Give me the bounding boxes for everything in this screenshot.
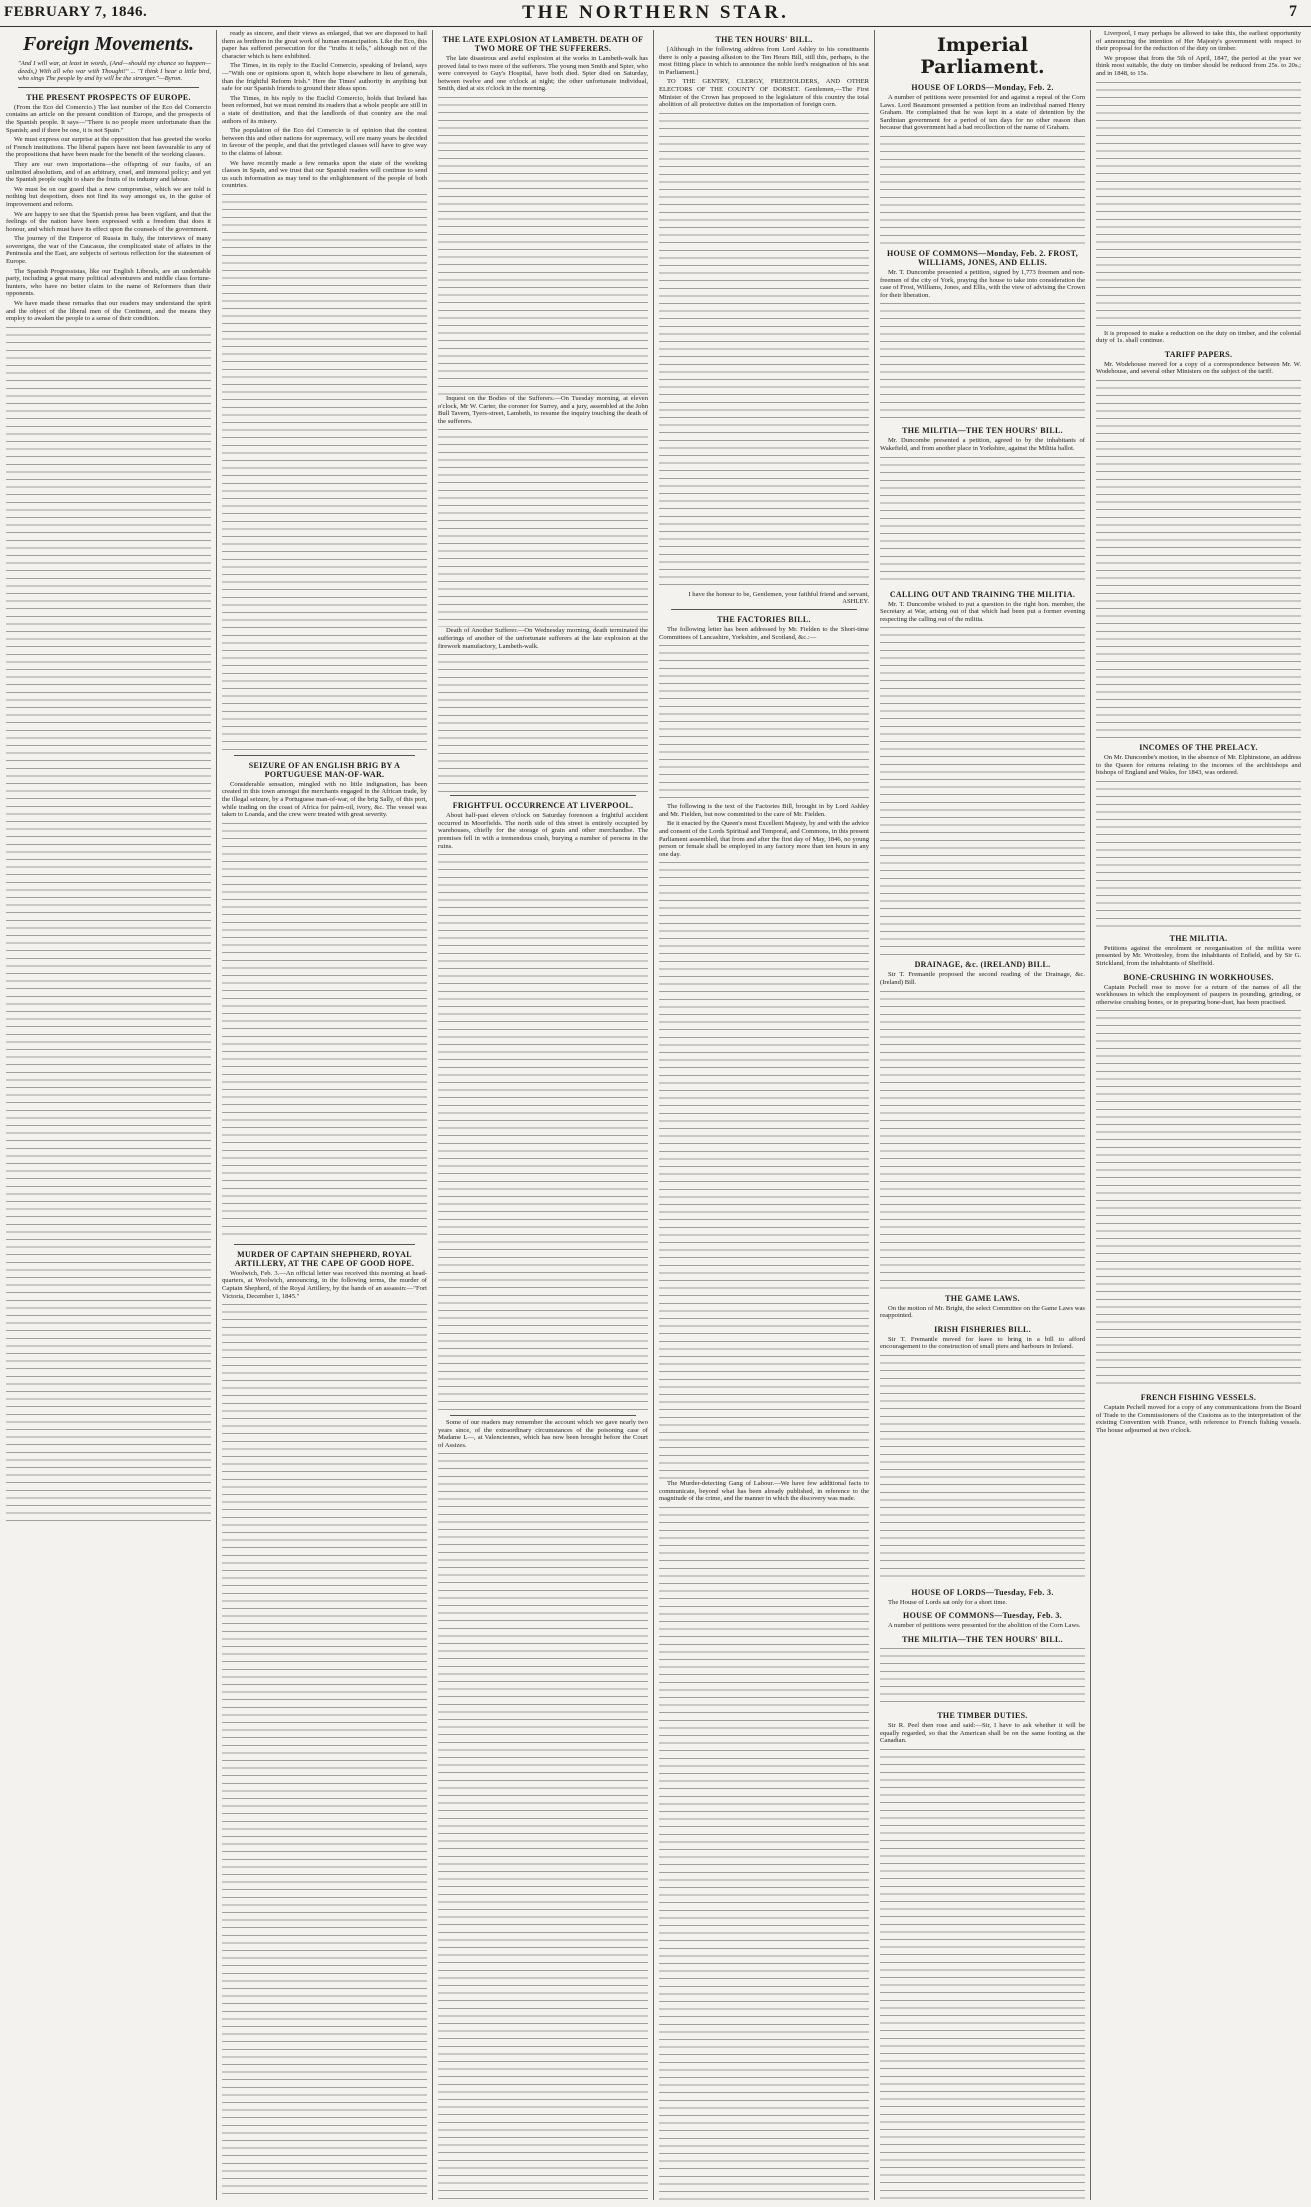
text-lines <box>659 860 869 1480</box>
rule <box>450 795 636 796</box>
text-lines <box>880 455 1085 585</box>
text-lines <box>659 1505 869 2200</box>
paragraph: The journey of the Emperor of Russia in Italy, the interviews of many sovereigns, the war of the Caucasus, the complicated state of affairs in the Peninsula and the East, are subjects of serious reflection for the statesmen of Europe. <box>6 235 211 266</box>
commons-tuesday-heading: HOUSE OF COMMONS—Tuesday, Feb. 3. <box>903 1611 1062 1621</box>
paragraph: The Spanish Progressistas, like our English Liberals, are an undeniable party, including a great many political adventurers and middle class fortune-hunters, who have no better claim to the name of Reformers than their opponents. <box>6 267 211 298</box>
column-rule <box>216 30 217 2200</box>
paragraph: Mr. Duncombe presented a petition, agreed to by the inhabitants of Wakefield, and from another place in Yorkshire, against the Militia ballot. <box>880 437 1085 452</box>
text-lines <box>1096 378 1301 738</box>
text-lines <box>438 95 648 395</box>
issue-date: FEBRUARY 7, 1846. <box>4 4 148 20</box>
column-rule <box>432 30 433 2200</box>
paragraph: The Murder-detecting Gang of Labour.—We have few additional facts to communicate, beyond what has been already published, in reference to the magnitude of the crime, and the manner in which the discovery was made. <box>659 1480 869 1503</box>
paragraph: Be it enacted by the Queen's most Excellent Majesty, by and with the advice and consent of the Lords Spiritual and Temporal, and Commons, in this present Parliament assembled, that from and after the first day of May, 1846, no young person or female shall be employed in any factory more than ten hours in any one day. <box>659 820 869 858</box>
imperial-parliament-title: Imperial Parliament. <box>920 34 1045 78</box>
tariff-heading: TARIFF PAPERS. <box>1164 349 1233 359</box>
commons-heading: HOUSE OF COMMONS—Monday, Feb. 2. FROST, WILLIAMS, JONES, AND ELLIS. <box>886 248 1079 267</box>
lords-tuesday-heading: HOUSE OF LORDS—Tuesday, Feb. 3. <box>911 1587 1054 1597</box>
text-lines <box>880 989 1085 1289</box>
drainage-heading: DRAINAGE, &c. (IRELAND) BILL. <box>914 960 1051 970</box>
text-lines <box>438 652 648 792</box>
text-lines <box>880 1646 1085 1706</box>
text-lines <box>880 625 1085 955</box>
text-lines <box>222 1302 427 2200</box>
paragraph: Petitions against the enrolment or reorganisation of the militia were presented by Mr. Wrottesley, from the inhabitants of Enfield, and by Sir G. Strickland, from the inhabitants of Sheffield. <box>1096 944 1301 967</box>
foreign-movements-title: Foreign Movements. <box>22 33 195 55</box>
paragraph: The population of the Eco del Comercio is of opinion that the contest between this and other nations for supremacy, will ere many years be decided in favour of the people, and that the privileged classes will have to give way to the claims of labour. <box>222 127 427 157</box>
paragraph: The following letter has been addressed by Mr. Fielden to the Short-time Committees of Lancashire, Yorkshire, and Scotland, &c.:— <box>659 625 869 641</box>
column-4 <box>659 30 869 2200</box>
seizure-heading: SEIZURE OF AN ENGLISH BRIG BY A PORTUGUESE MAN-OF-WAR. <box>248 760 401 779</box>
paragraph: Captain Pechell rose to move for a return of the names of all the workhouses in which the employment of paupers in pounding, grinding, or otherwise crushing bones, or in preparing bone-dust, has been practised. <box>1096 983 1301 1006</box>
text-lines <box>1096 80 1301 330</box>
calling-heading: CALLING OUT AND TRAINING THE MILITIA. <box>889 589 1076 599</box>
paragraph: We have recently made a few remarks upon the state of the working classes in Spain, and we trust that our Spanish readers will continue to send us such information as may tend to the enlightenment of the people of both countries. <box>222 159 427 190</box>
paragraph: Death of Another Sufferer.—On Wednesday morning, death terminated the sufferings of another of the unfortunate sufferers at the late explosion at the firework manufactory, Lambeth-walk. <box>438 627 648 650</box>
paragraph: Mr. Wodehouse moved for a copy of a correspondence between Mr. W. Wodehouse, and several other Ministers on the subject of the tariff. <box>1096 360 1301 376</box>
signature: I have the honour to be, Gentlemen, your faithful friend and servant, ASHLEY. <box>688 590 869 606</box>
paragraph: TO THE GENTRY, CLERGY, FREEHOLDERS, AND OTHER ELECTORS OF THE COUNTY OF DORSET. Gentlemen,—The First Minister of the Crown has proposed to the legislature of this country the total abolition of all protective duties on the importation of foreign corn. <box>659 78 869 109</box>
rule <box>234 1244 415 1245</box>
paragraph: A number of petitions were presented for the abolition of the Corn Laws. <box>888 1622 1081 1630</box>
paragraph: We must express our surprise at the opposition that has greeted the works of French institutions. The liberal papers have not been favourable to any of the propositions that have been made for the benefit of the working classes. <box>6 136 211 159</box>
text-lines <box>880 1353 1085 1583</box>
text-lines <box>880 1747 1085 2200</box>
paragraph: Sir T. Fremantle proposed the second reading of the Drainage, &c. (Ireland) Bill. <box>880 971 1085 986</box>
paragraph: Some of our readers may remember the account which we gave nearly two years since, of the extraordinary circumstances of the poisoning case of Madame L—, at Valenciennes, which has now been brought before the Court of Assizes. <box>438 1419 648 1449</box>
paragraph: Woolwich, Feb. 3.—An official letter was received this morning at head-quarters, at Woolwich, announcing, in the following terms, the murder of Captain Shepherd, of the Royal Artillery, by the hands of an assassin:—"Fort Victoria, December 1, 1845." <box>222 1269 427 1300</box>
paragraph: On Mr. Duncombe's motion, in the absence of Mr. Elphinstone, an address to the Queen for returns relating to the incomes of the archbishops and bishops of England and Wales, for 1843, was ordered. <box>1096 753 1301 777</box>
paragraph: (From the Eco del Comercio.) The last number of the Eco del Comercio contains an article on the present condition of Europe, and the prospects of the Spanish people. It says—"There is no people more unfortunate than the Spanish; and if there be one, it is not Spain." <box>6 103 211 134</box>
paragraph: Sir R. Peel then rose and said:—Sir, I have to ask whether it will be equally regarded, so that the American shall be on the same footing as the Canadian. <box>880 1722 1085 1745</box>
paragraph: The Times, in its reply to the Euclid Comercio, speaking of Ireland, says—"With one or opinions upon it, which hope elsewhere in lieu of generals, than the frightful Reform Irish." Here the Times' authority in anything but safe for our Spanish friends to ground their ideas upon. <box>222 62 427 93</box>
rule <box>450 1415 636 1416</box>
militia-heading: THE MILITIA—THE TEN HOURS' BILL. <box>902 426 1063 436</box>
column-rule <box>1090 30 1091 2200</box>
rule <box>671 609 857 610</box>
murder-heading: MURDER OF CAPTAIN SHEPHERD, ROYAL ARTILLERY, AT THE CAPE OF GOOD HOPE. <box>234 1249 415 1268</box>
paragraph: We have made these remarks that our readers may understand the spirit and the object of the liberal men of the Continent, and the means they employ to awaken the people to a sense of their condition. <box>6 300 211 323</box>
factories-heading: THE FACTORIES BILL. <box>717 614 811 624</box>
rule <box>234 755 415 756</box>
paragraph: [Although in the following address from Lord Ashley to his constituents there is only a passing allusion to the Ten Hours Bill, still this, perhaps, is the most fitting place in which to announce the noble lord's resignation of his seat in Parliament.] <box>659 46 869 76</box>
byron-motto: "And I will war, at least in words, (And—should my chance so happen—deeds,) With all who war with Thought!" ... "I think I hear a little bird, who sings The people by and by will be the stronger."—Byron. <box>18 60 211 83</box>
paragraph: Mr. T. Duncombe wished to put a question to the right hon. member, the Secretary at War, arising out of that which had been put a former evening respecting the calling out of the militia. <box>880 600 1085 623</box>
column-1 <box>6 30 211 2200</box>
paragraph: Captain Pechell moved for a copy of any communications from the Board of Trade to the Commissioners of the Customs as to the interpretation of the existing Convention with France, with reference to French fishing vessels. The house adjourned at two o'clock. <box>1096 1404 1301 1435</box>
timber-heading: THE TIMBER DUTIES. <box>937 1711 1028 1721</box>
militia-heading: THE MILITIA. <box>1169 933 1228 943</box>
lords-heading: HOUSE OF LORDS—Monday, Feb. 2. <box>911 83 1054 92</box>
paragraph: The Times, in his reply to the Euclid Comercio, holds that Ireland has been reformed, but we must remind its readers that a whole people are still in a state of destitution, and that the landlords of that country are the real authors of its misery. <box>222 94 427 125</box>
text-lines <box>438 1451 648 2200</box>
column-rule <box>653 30 654 2200</box>
paragraph: ready as sincere, and their views as enlarged, that we are disposed to hail them as brethren in the great work of human emancipation. Like the Eco, this paper has suffered persecution for the "truths it tells," although not of the character which is here exhibited. <box>222 30 427 60</box>
fisheries-heading: IRISH FISHERIES BILL. <box>934 1324 1031 1334</box>
column-2 <box>222 30 427 2200</box>
text-lines <box>1096 1008 1301 1388</box>
militia-ten-hours-heading: THE MILITIA—THE TEN HOURS' BILL. <box>902 1635 1063 1645</box>
text-lines <box>222 821 427 1241</box>
text-lines <box>438 427 648 627</box>
paragraph: The late disastrous and awful explosion at the works in Lambeth-walk has proved fatal to two more of the sufferers. The young men Smith and Spier, who were conveyed to Guy's Hospital, have both died. Spier died on Saturday, between twelve and one o'clock at night; the other unfortunate individual, Smith, died at six o'clock in the morning. <box>438 55 648 93</box>
column-3 <box>438 30 648 2200</box>
text-lines <box>880 134 1085 244</box>
bone-crushing-heading: BONE-CRUSHING IN WORKHOUSES. <box>1123 972 1274 982</box>
text-lines <box>659 643 869 803</box>
page-number: 7 <box>1289 3 1297 20</box>
paragraph: A number of petitions were presented for and against a repeal of the Corn Laws. Lord Beaumont presented a petition from an individual named Henry Graham. He complained that he was kept in a state of detention by the Sardinian government for a period of ten days for no other reason than because that government had a bad recollection of the name of Graham. <box>880 94 1085 132</box>
column-5 <box>880 30 1085 2200</box>
paragraph: Liverpool, I may perhaps be allowed to take this, the earliest opportunity of announcing the intention of Her Majesty's government with respect to their proposal for the reduction of the duty on timber. <box>1096 30 1301 53</box>
column-6 <box>1096 30 1301 2200</box>
text-lines <box>659 111 869 591</box>
paragraph: The House of Lords sat only for a short time. <box>888 1598 1008 1606</box>
text-lines <box>1096 779 1301 929</box>
article-heading: THE PRESENT PROSPECTS OF EUROPE. <box>26 92 191 102</box>
paragraph: About half-past eleven o'clock on Saturday forenoon a frightful accident occurred in Moorfields. The north side of this street is entirely occupied by warehouses, chiefly for the storage of grain and other merchandise. The premises fell in with a tremendous crash, burying a number of persons in the ruins. <box>438 812 648 850</box>
text-lines <box>6 325 211 1525</box>
paragraph: It is proposed to make a reduction on the duty on timber, and the colonial duty of 1s. shall continue. <box>1096 329 1301 345</box>
paragraph: Mr. T. Duncombe presented a petition, signed by 1,773 freemen and non-freemen of the city of York, praying the house to take into consideration the case of Frost, Williams, Jones, and Ellis, with the view of advising the Crown for their liberation. <box>880 268 1085 299</box>
paragraph: Considerable sensation, mingled with no little indignation, has been created in this town amongst the merchants engaged in the African trade, by the illegal seizure, by a Portuguese man-of-war, of the brig Sally, of this port, while trading on the coast of Africa for palm-oil, ivory, &c. The vessel was taken to Loanda, and the crew were treated with great severity. <box>222 780 427 819</box>
game-laws-heading: THE GAME LAWS. <box>945 1293 1020 1303</box>
paragraph: We propose that from the 5th of April, 1847, the period at the year we think most suitable, the duty on timber should be reduced from 25s. to 20s.; and in 1848, to 15s. <box>1096 54 1301 77</box>
paper-title: THE NORTHERN STAR. <box>522 2 789 23</box>
rule <box>18 87 199 88</box>
ten-hours-heading: THE TEN HOURS' BILL. <box>715 35 813 44</box>
incomes-heading: INCOMES OF THE PRELACY. <box>1139 742 1258 752</box>
french-fishing-heading: FRENCH FISHING VESSELS. <box>1140 1393 1257 1403</box>
paragraph: We must be on our guard that a new compromise, which we are told is nothing but despotism, does not find its way amongst us, in the guise of improvement and reform. <box>6 185 211 208</box>
text-lines <box>438 852 648 1412</box>
column-rule <box>874 30 875 2200</box>
text-lines <box>880 301 1085 421</box>
paragraph: Sir T. Fremantle moved for leave to bring in a bill to afford encouragement to the construction of small piers and harbours in Ireland. <box>880 1335 1085 1351</box>
paragraph: The following is the text of the Factories Bill, brought in by Lord Ashley and Mr. Fielden, but now committed to the care of Mr. Fielden. <box>659 803 869 818</box>
text-lines <box>222 192 427 752</box>
explosion-heading: THE LATE EXPLOSION AT LAMBETH. DEATH OF TWO MORE OF THE SUFFERERS. <box>442 35 644 53</box>
paragraph: We are happy to see that the Spanish press has been vigilant, and that the feelings of the nation have been expressed with a freedom that does it honour, and which must have its effect upon the counsels of the government. <box>6 210 211 233</box>
masthead <box>0 0 1311 27</box>
liverpool-heading: FRIGHTFUL OCCURRENCE AT LIVERPOOL. <box>452 801 634 811</box>
paragraph: They are our own importations—the offspring of our faults, of an unlimited absolutism, and of an arbitrary, cruel, and immoral policy; and yet the Spanish people ought to share the fruits of its industry and labour. <box>6 160 211 184</box>
paragraph: Inquest on the Bodies of the Sufferers.—On Tuesday morning, at eleven o'clock, Mr W. Carter, the coroner for Surrey, and a jury, assembled at the John Bull Tavern, Tyers-street, Lambeth, to resume the inquiry touching the death of the sufferers. <box>438 394 648 425</box>
paragraph: On the motion of Mr. Bright, the select Committee on the Game Laws was reappointed. <box>880 1304 1085 1320</box>
